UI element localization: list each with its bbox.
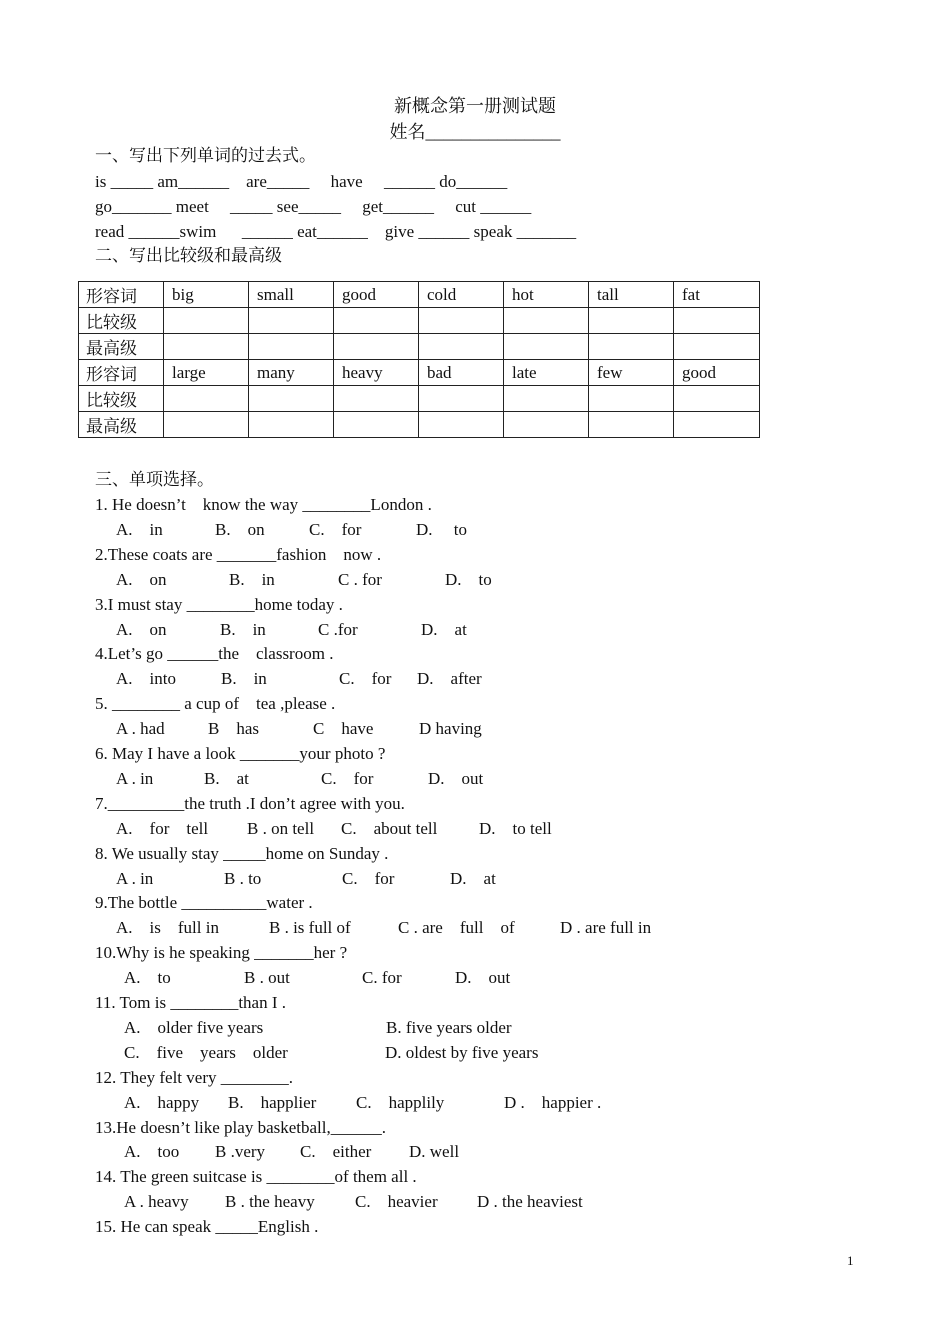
- answer-cell[interactable]: [249, 334, 334, 360]
- row-header-cell: 形容词: [79, 360, 164, 386]
- row-header-cell: 最高级: [79, 412, 164, 438]
- answer-option[interactable]: B has: [208, 719, 259, 739]
- answer-option[interactable]: A. to: [124, 968, 171, 988]
- answer-option[interactable]: A. in: [116, 519, 163, 539]
- section2-heading: 二、写出比较级和最高级: [95, 246, 282, 265]
- answer-option[interactable]: A . in: [116, 768, 154, 788]
- answer-option[interactable]: D. out: [428, 768, 484, 788]
- answer-option[interactable]: C. for: [342, 868, 395, 888]
- answer-option[interactable]: B. happlier: [228, 1092, 317, 1112]
- answer-cell[interactable]: [419, 412, 504, 438]
- answer-cell[interactable]: [249, 386, 334, 412]
- answer-option[interactable]: B. on: [215, 519, 265, 539]
- adjective-cell: late: [504, 360, 589, 386]
- answer-cell[interactable]: [674, 334, 760, 360]
- answer-option[interactable]: A . in: [116, 868, 154, 888]
- section1-line: is _____ am______ are_____ have ______ do______: [95, 172, 508, 191]
- answer-option[interactable]: D. to tell: [479, 818, 552, 838]
- answer-cell[interactable]: [674, 308, 760, 334]
- answer-option[interactable]: C. for: [309, 519, 362, 539]
- answer-cell[interactable]: [249, 308, 334, 334]
- answer-option[interactable]: D having: [419, 719, 482, 739]
- answer-option[interactable]: C. either: [300, 1142, 372, 1162]
- adjective-cell: heavy: [334, 360, 419, 386]
- answer-option[interactable]: A. on: [116, 619, 167, 639]
- answer-option[interactable]: B. in: [220, 619, 266, 639]
- answer-option[interactable]: C. happlily: [356, 1092, 445, 1112]
- answer-option[interactable]: A. for tell: [116, 818, 209, 838]
- adjective-cell: cold: [419, 282, 504, 308]
- adjective-cell: good: [674, 360, 760, 386]
- table-row: [79, 308, 760, 334]
- answer-option[interactable]: A. too: [124, 1142, 180, 1162]
- section1-line: read ______swim ______ eat______ give ______ speak _______: [95, 222, 577, 241]
- answer-option[interactable]: A. happy: [124, 1092, 200, 1112]
- answer-option[interactable]: C have: [313, 719, 374, 739]
- answer-option[interactable]: A. is full in: [116, 918, 219, 938]
- answer-cell[interactable]: [334, 386, 419, 412]
- answer-option[interactable]: C. five years older: [124, 1042, 288, 1062]
- answer-cell[interactable]: [589, 308, 674, 334]
- section1-heading: 一、写出下列单词的过去式。: [95, 146, 316, 165]
- answer-option[interactable]: C .for: [318, 619, 358, 639]
- answer-option[interactable]: D. to: [416, 519, 467, 539]
- answer-option[interactable]: C . are full of: [398, 918, 515, 938]
- adjective-cell: few: [589, 360, 674, 386]
- answer-option[interactable]: C . for: [338, 569, 382, 589]
- row-header-cell: 形容词: [79, 282, 164, 308]
- answer-option[interactable]: D . are full in: [560, 918, 652, 938]
- adjective-cell: small: [249, 282, 334, 308]
- answer-cell[interactable]: [589, 412, 674, 438]
- answer-cell[interactable]: [674, 412, 760, 438]
- answer-option[interactable]: B. at: [204, 768, 249, 788]
- answer-option[interactable]: B . out: [244, 968, 290, 988]
- adjective-cell: big: [164, 282, 249, 308]
- answer-cell[interactable]: [419, 308, 504, 334]
- comparison-table: [78, 281, 760, 438]
- table-row: [79, 360, 760, 386]
- adjective-cell: hot: [504, 282, 589, 308]
- question-text: 9.The bottle __________water .: [95, 893, 313, 913]
- question-text: 11. Tom is ________than I .: [95, 993, 287, 1012]
- question-text: 2.These coats are _______fashion now .: [95, 544, 382, 564]
- page-title: 新概念第一册测试题: [394, 96, 556, 116]
- page-number: 1: [847, 1253, 854, 1268]
- answer-cell[interactable]: [249, 412, 334, 438]
- row-header-cell: 比较级: [79, 386, 164, 412]
- answer-cell[interactable]: [589, 386, 674, 412]
- answer-option[interactable]: A . had: [116, 719, 165, 739]
- answer-option[interactable]: B . the heavy: [225, 1192, 315, 1212]
- answer-cell[interactable]: [164, 308, 249, 334]
- answer-option[interactable]: C. for: [321, 768, 374, 788]
- question-text: 5. ________ a cup of tea ,please .: [95, 694, 336, 714]
- question-text: 1. He doesn’t know the way ________London .: [95, 495, 432, 514]
- question-text: 14. The green suitcase is ________of them all .: [95, 1167, 417, 1187]
- answer-option[interactable]: D. after: [417, 669, 482, 689]
- answer-option[interactable]: D. oldest by five years: [385, 1042, 539, 1062]
- question-text: 13.He doesn’t like play basketball,______.: [95, 1117, 386, 1137]
- answer-cell[interactable]: [504, 412, 589, 438]
- answer-option[interactable]: A . heavy: [124, 1192, 189, 1212]
- answer-cell[interactable]: [164, 412, 249, 438]
- question-text: 12. They felt very ________.: [95, 1067, 293, 1087]
- answer-cell[interactable]: [334, 412, 419, 438]
- answer-cell[interactable]: [419, 386, 504, 412]
- question-text: 10.Why is he speaking _______her ?: [95, 943, 348, 963]
- answer-cell[interactable]: [334, 334, 419, 360]
- answer-cell[interactable]: [419, 334, 504, 360]
- answer-cell[interactable]: [504, 386, 589, 412]
- answer-option[interactable]: D . happier .: [504, 1092, 602, 1112]
- name-field-line[interactable]: 姓名_______________: [389, 122, 561, 142]
- adjective-cell: large: [164, 360, 249, 386]
- table-row: [79, 412, 760, 438]
- answer-option[interactable]: A. into: [116, 669, 176, 689]
- answer-option[interactable]: C. for: [362, 968, 402, 988]
- answer-option[interactable]: D. out: [455, 968, 511, 988]
- table-row: [79, 386, 760, 412]
- answer-option[interactable]: D. to: [445, 569, 492, 589]
- table-row: [79, 334, 760, 360]
- answer-cell[interactable]: [674, 386, 760, 412]
- section3-heading: 三、单项选择。: [95, 470, 214, 489]
- question-text: 8. We usually stay _____home on Sunday .: [95, 843, 389, 863]
- answer-cell[interactable]: [504, 334, 589, 360]
- table-row: [79, 282, 760, 308]
- adjective-cell: good: [334, 282, 419, 308]
- answer-option[interactable]: D. at: [450, 868, 496, 888]
- answer-option[interactable]: B. five years older: [386, 1017, 512, 1037]
- answer-cell[interactable]: [504, 308, 589, 334]
- answer-option[interactable]: C. heavier: [355, 1192, 438, 1212]
- adjective-cell: tall: [589, 282, 674, 308]
- answer-option[interactable]: B . is full of: [269, 918, 351, 938]
- question-text: 6. May I have a look _______your photo ?: [95, 744, 386, 763]
- answer-option[interactable]: D. at: [421, 619, 467, 639]
- adjective-cell: many: [249, 360, 334, 386]
- answer-option[interactable]: A. on: [116, 569, 167, 589]
- row-header-cell: 最高级: [79, 334, 164, 360]
- answer-option[interactable]: D. well: [409, 1142, 460, 1162]
- adjective-cell: fat: [674, 282, 760, 308]
- section1-line: go_______ meet _____ see_____ get______ cut ______: [95, 197, 532, 216]
- question-text: 7._________the truth .I don’t agree with you.: [95, 793, 405, 813]
- answer-cell[interactable]: [164, 386, 249, 412]
- answer-option[interactable]: C. for: [339, 669, 392, 689]
- answer-option[interactable]: D . the heaviest: [477, 1192, 583, 1212]
- answer-option[interactable]: B . on tell: [247, 818, 315, 838]
- answer-option[interactable]: A. older five years: [124, 1017, 264, 1037]
- answer-cell[interactable]: [164, 334, 249, 360]
- answer-option[interactable]: B. in: [221, 669, 267, 689]
- answer-cell[interactable]: [589, 334, 674, 360]
- question-text: 15. He can speak _____English .: [95, 1217, 319, 1237]
- question-text: 4.Let’s go ______the classroom .: [95, 644, 334, 664]
- question-text: 3.I must stay ________home today .: [95, 594, 343, 614]
- adjective-cell: bad: [419, 360, 504, 386]
- answer-cell[interactable]: [334, 308, 419, 334]
- row-header-cell: 比较级: [79, 308, 164, 334]
- answer-option[interactable]: B. in: [229, 569, 275, 589]
- answer-option[interactable]: C. about tell: [341, 818, 438, 838]
- answer-option[interactable]: B . to: [224, 868, 262, 888]
- answer-option[interactable]: B .very: [215, 1142, 266, 1162]
